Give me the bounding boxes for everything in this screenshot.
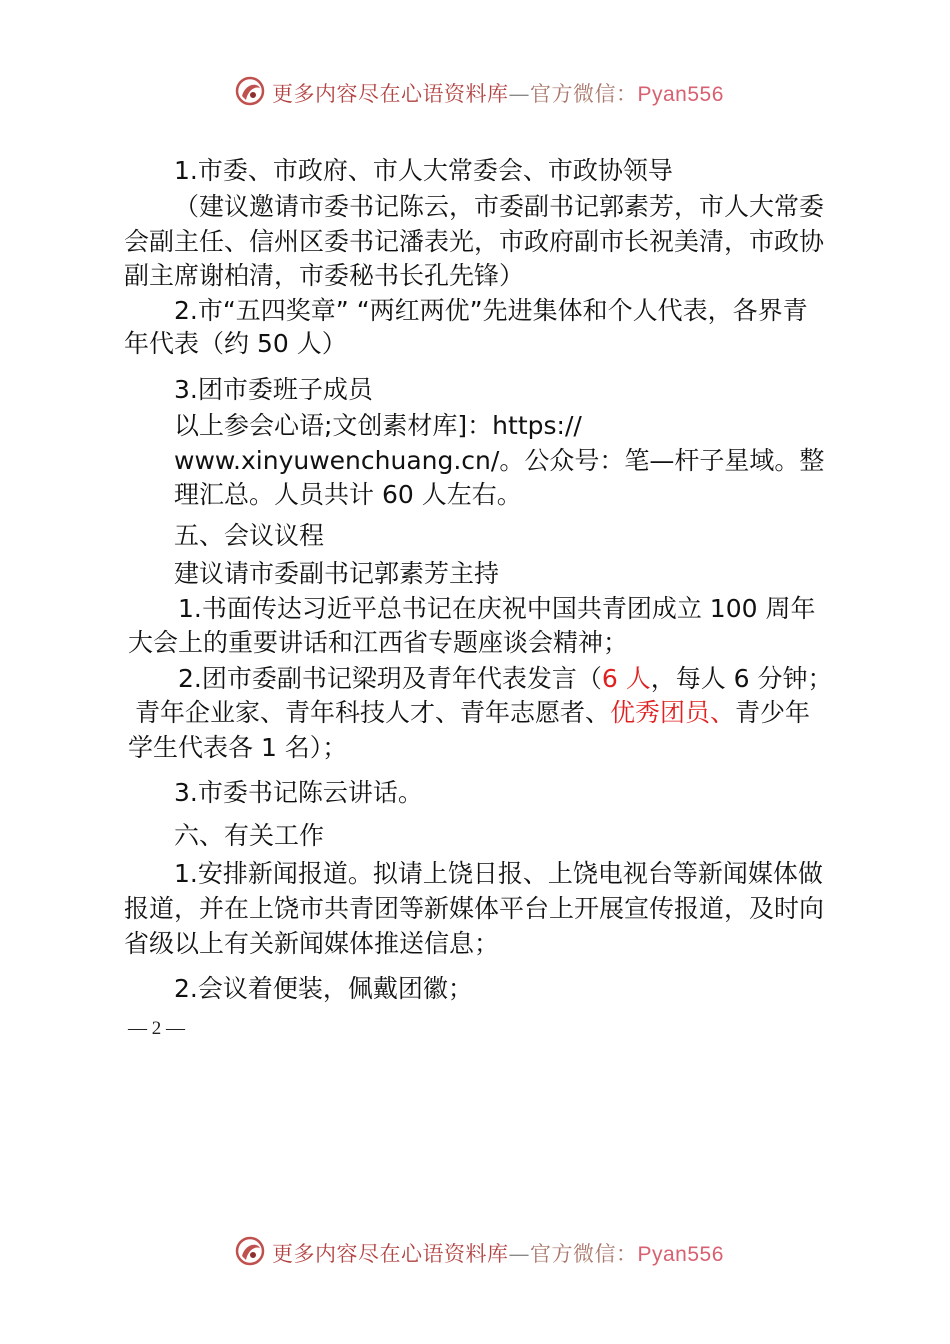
header-banner: [0, 72, 950, 112]
banner-wechat-id: Pyan556: [637, 1243, 724, 1266]
text-line: （建议邀请市委书记陈云，市委副书记郭素芳，市人大常委: [174, 192, 825, 221]
text-line: 报道，并在上饶市共青团等新媒体平台上开展宣传报道，及时向: [124, 894, 825, 923]
banner-wechat-label: 官方微信：: [530, 82, 638, 106]
text-line: 2.市“五四奖章” “两红两优”先进集体和个人代表，各界青: [174, 296, 808, 325]
highlight-red-text: 6 人: [601, 664, 651, 693]
banner-separator: —: [508, 1242, 530, 1266]
text-line: 2.会议着便装，佩戴团徽；: [174, 974, 473, 1003]
text-line: 1.市委、市政府、市人大常委会、市政协领导: [174, 156, 673, 185]
text-line: 3.团市委班子成员: [174, 375, 373, 404]
section-heading: 六、有关工作: [174, 821, 325, 850]
text-segment: 青年企业家、青年科技人才、青年志愿者、: [135, 698, 611, 727]
text-segment: ，每人 6 分钟；: [650, 664, 833, 693]
text-line: 会副主任、信州区委书记潘表光，市政府副市长祝美清，市政协: [124, 227, 825, 256]
text-line: 建议请市委副书记郭素芳主持: [174, 559, 500, 588]
footer-banner: [0, 1232, 950, 1272]
text-line: 以上参会心语;文创素材库]：https://: [174, 411, 582, 440]
header-banner-text: [272, 78, 724, 108]
banner-library-text: 更多内容尽在心语资料库: [272, 1242, 509, 1266]
banner-wechat-id: Pyan556: [637, 83, 724, 106]
text-line: 大会上的重要讲话和江西省专题座谈会精神；: [128, 628, 629, 657]
text-line: 省级以上有关新闻媒体推送信息；: [124, 929, 500, 958]
text-line: www.xinyuwenchuang.cn/。公众号：笔—杆子星域。整: [174, 446, 825, 475]
swirl-logo-icon: [233, 1234, 267, 1268]
text-segment: 2.团市委副书记梁玥及青年代表发言（: [178, 664, 602, 693]
text-line: 年代表（约 50 人）: [124, 329, 347, 358]
section-heading: 五、会议议程: [174, 521, 325, 550]
banner-library-text: 更多内容尽在心语资料库: [272, 82, 509, 106]
text-line: [178, 662, 833, 696]
page-number: — 2 —: [128, 1018, 185, 1039]
text-line: 学生代表各 1 名）；: [128, 733, 348, 762]
text-segment: 青少年: [735, 698, 811, 727]
banner-separator: —: [508, 82, 530, 106]
text-line: 副主席谢柏清，市委秘书长孔先锋）: [124, 261, 525, 290]
highlight-red-text: 优秀团员、: [610, 698, 736, 727]
banner-wechat-label: 官方微信：: [530, 1242, 638, 1266]
text-line: [135, 696, 810, 730]
text-line: 1.书面传达习近平总书记在庆祝中国共青团成立 100 周年: [178, 594, 816, 623]
text-line: 理汇总。人员共计 60 人左右。: [174, 480, 522, 509]
text-line: 3.市委书记陈云讲话。: [174, 778, 423, 807]
swirl-logo-icon: [233, 74, 267, 108]
footer-banner-text: [272, 1238, 724, 1268]
text-line: 1.安排新闻报道。拟请上饶日报、上饶电视台等新闻媒体做: [174, 859, 823, 888]
